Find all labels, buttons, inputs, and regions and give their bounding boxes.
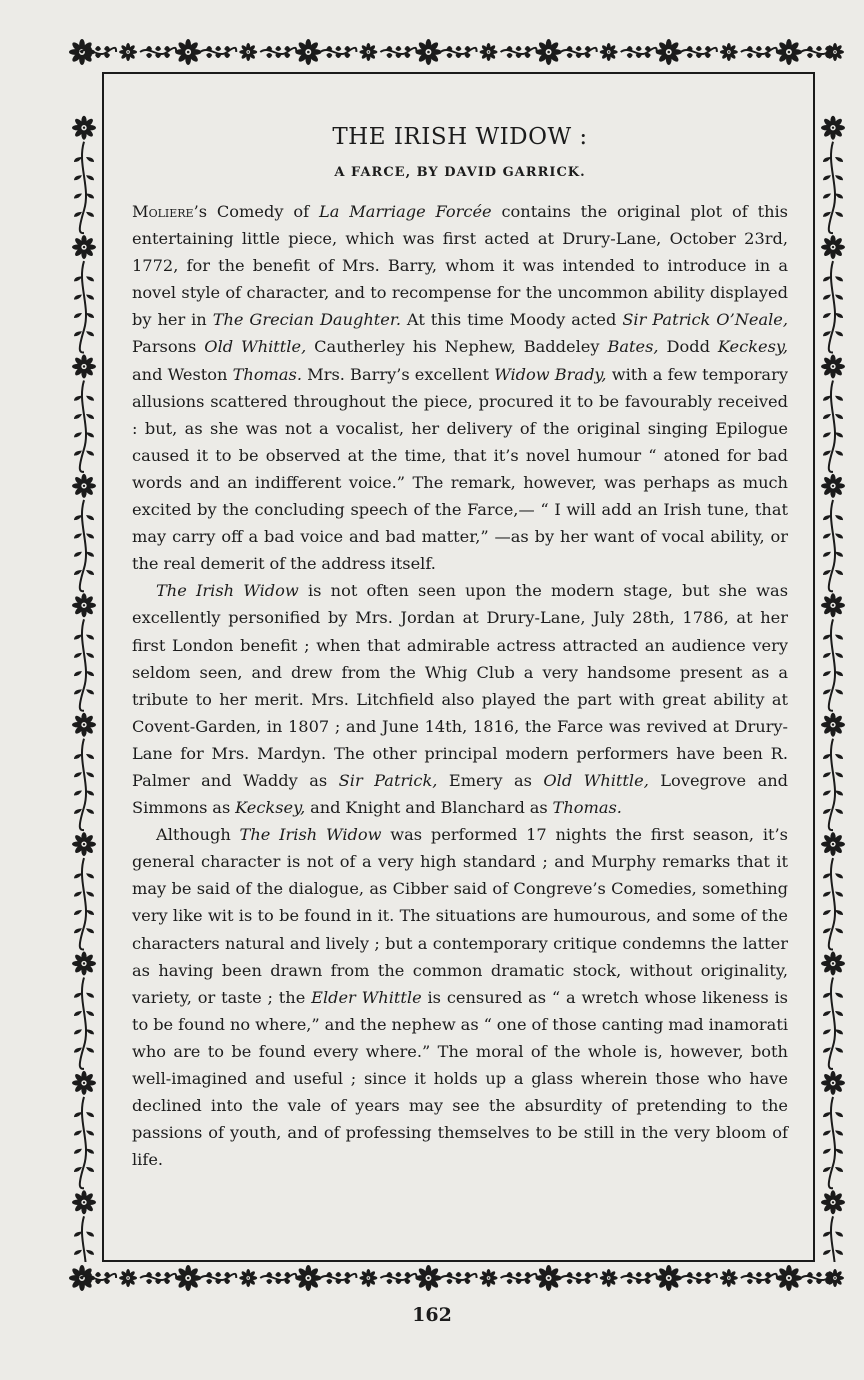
text-run: Dodd <box>658 337 718 357</box>
rosette-icon <box>821 1190 845 1214</box>
italic-text: Thomas. <box>552 798 622 818</box>
rosette-icon <box>72 474 96 498</box>
scroll-ornament-icon <box>501 1272 537 1284</box>
scroll-ornament-icon <box>681 1272 717 1284</box>
rosette-icon <box>239 43 257 61</box>
rosette-icon <box>119 43 137 61</box>
rosette-icon <box>600 1269 618 1287</box>
page-number: 162 <box>412 1304 452 1326</box>
rosette-icon <box>72 593 96 617</box>
rosette-icon <box>295 39 321 65</box>
scroll-ornament-icon <box>440 1272 476 1284</box>
italic-text: La Marriage Forcée <box>318 202 492 221</box>
rosette-icon <box>480 1269 498 1287</box>
scroll-ornament-icon <box>260 46 296 58</box>
italic-text: Kecksey, <box>235 798 306 818</box>
text-run: Although <box>156 825 240 845</box>
small-caps-text: Moliere <box>132 202 194 221</box>
scroll-ornament-icon <box>823 858 843 949</box>
text-run: At this time Moody acted <box>400 310 623 330</box>
scroll-ornament-icon <box>823 978 843 1069</box>
rosette-icon <box>239 1269 257 1287</box>
rosette-icon <box>72 235 96 259</box>
italic-text: Thomas. <box>232 364 303 384</box>
scroll-ornament-icon <box>741 46 777 58</box>
right-border-svg <box>817 68 849 1262</box>
rosette-icon <box>826 43 844 61</box>
scroll-ornament-icon <box>74 1216 94 1262</box>
scroll-ornament-icon <box>74 739 94 830</box>
scroll-ornament-icon <box>823 739 843 830</box>
rosette-icon <box>776 39 802 65</box>
text-run: and Knight and Blanchard as <box>305 798 553 818</box>
rosette-icon <box>536 1265 562 1291</box>
text-run: Emery as <box>437 770 544 790</box>
text-run: is not often seen upon the modern stage, but she was excellently personified by Mrs. Jordan at Drury-Lane, July 28th, 1786, at her first London benefit ; when that admirable actress attracted an audience very seldom seen, and drew from the Whig Club a very handsome present as a tribute to her merit. Mrs. Litchfield also played the part with great ability at Covent-Garden, in 1807 ; and June 14th, 1816, the Farce was revived at Drury-Lane for Mrs. Mardyn. The other principal modern performers have been R. Palmer and Waddy as <box>132 581 788 790</box>
scroll-ornament-icon <box>681 46 717 58</box>
text-run: contains the original plot of this entertaining little piece, which was first acted at Drury-Lane, October 23rd, 1772, for the benefit of Mrs. Barry, whom it was intended to introduce in a novel style of character, and to recompense for the uncommon ability displayed by her in <box>132 202 788 330</box>
italic-text: Widow Brady, <box>494 364 607 384</box>
scroll-ornament-icon <box>823 1216 843 1262</box>
rosette-icon <box>119 1269 137 1287</box>
rosette-icon <box>480 43 498 61</box>
rosette-icon <box>175 39 201 65</box>
scroll-ornament-icon <box>74 619 94 710</box>
italic-text: Old Whittle, <box>543 770 649 790</box>
scroll-ornament-icon <box>823 142 843 233</box>
rosette-icon <box>295 1265 321 1291</box>
scroll-ornament-icon <box>200 46 236 58</box>
rosette-icon <box>72 355 96 379</box>
page-subtitle: A FARCE, BY DAVID GARRICK. <box>334 165 586 180</box>
rosette-icon <box>72 1190 96 1214</box>
scroll-ornament-icon <box>621 46 657 58</box>
scroll-ornament-icon <box>74 1097 94 1188</box>
italic-text: Sir Patrick, <box>338 770 438 790</box>
scroll-ornament-icon <box>823 261 843 352</box>
rosette-icon <box>821 355 845 379</box>
top-ornamental-border <box>68 36 849 68</box>
text-run: was performed 17 nights the first season, it’s general character is not of a very high standard ; and Murphy remarks that it may be said of the dialogue, as Cibber said of Congreve’s Comedies, something very like wit is to be found in it. The situations are humourous, and some of the characters natural and lively ; but a contemporary critique condemns the latter as having been drawn from the common dramatic stock, without originality, variety, or taste ; the <box>132 825 788 1007</box>
paragraph <box>132 577 788 821</box>
page-title: THE IRISH WIDOW : <box>332 124 588 150</box>
paragraph <box>132 821 788 1173</box>
rosette-icon <box>415 1265 441 1291</box>
scroll-ornament-icon <box>823 500 843 591</box>
rosette-icon <box>821 474 845 498</box>
italic-text: The Irish Widow <box>239 825 382 845</box>
italic-text: Sir Patrick O’Neale, <box>622 310 789 330</box>
scroll-ornament-icon <box>440 46 476 58</box>
rosette-icon <box>359 43 377 61</box>
text-run: Lovegrove and Simmons as <box>132 770 789 818</box>
rosette-icon <box>72 832 96 856</box>
italic-text: The Irish Widow <box>156 581 299 601</box>
page-content <box>132 118 788 1173</box>
scroll-ornament-icon <box>380 46 416 58</box>
scroll-ornament-icon <box>561 1272 597 1284</box>
text-run: and Weston <box>132 364 233 384</box>
rosette-icon <box>656 39 682 65</box>
scroll-ornament-icon <box>501 46 537 58</box>
rosette-icon <box>72 1071 96 1095</box>
scroll-ornament-icon <box>74 261 94 352</box>
scroll-ornament-icon <box>260 1272 296 1284</box>
left-border-svg <box>68 68 100 1262</box>
rosette-icon <box>720 43 738 61</box>
scroll-ornament-icon <box>74 381 94 472</box>
italic-text: Bates, <box>607 337 659 357</box>
rosette-icon <box>72 116 96 140</box>
rosette-icon <box>175 1265 201 1291</box>
text-run: Parsons <box>132 337 205 357</box>
left-ornamental-border <box>68 68 100 1262</box>
scroll-ornament-icon <box>621 1272 657 1284</box>
rosette-icon <box>826 1269 844 1287</box>
scroll-ornament-icon <box>320 46 356 58</box>
scroll-ornament-icon <box>74 858 94 949</box>
italic-text: The Grecian Daughter. <box>212 310 401 330</box>
rosette-icon <box>415 39 441 65</box>
rosette-icon <box>821 1071 845 1095</box>
scroll-ornament-icon <box>380 1272 416 1284</box>
scroll-ornament-icon <box>74 978 94 1069</box>
text-run: Cautherley his Nephew, Baddeley <box>306 337 608 357</box>
scroll-ornament-icon <box>561 46 597 58</box>
scroll-ornament-icon <box>823 381 843 472</box>
bottom-ornamental-border <box>68 1262 849 1294</box>
top-border-svg <box>68 36 849 68</box>
text-run: is censured as “ a wretch whose likeness is to be found no where,” and the nephew as “ one of those canting mad inamorati who are to be found every where.” The moral of the whole is, however, both well-imagined and useful ; since it holds up a glass wherein those who have declined into the vale of years may see the absurdity of pretending to the passions of youth, and of professing themselves to be still in the very bloom of life. <box>132 987 788 1170</box>
rosette-icon <box>72 952 96 976</box>
rosette-icon <box>821 593 845 617</box>
rosette-icon <box>821 235 845 259</box>
rosette-icon <box>600 43 618 61</box>
scroll-ornament-icon <box>200 1272 236 1284</box>
italic-text: Keckesy, <box>717 337 789 357</box>
scroll-ornament-icon <box>823 619 843 710</box>
italic-text: Elder Whittle <box>311 987 422 1007</box>
italic-text: Old Whittle, <box>204 337 307 357</box>
scroll-ornament-icon <box>741 1272 777 1284</box>
text-run: Mrs. Barry’s excellent <box>302 364 495 384</box>
scroll-ornament-icon <box>320 1272 356 1284</box>
scroll-ornament-icon <box>140 1272 176 1284</box>
rosette-icon <box>821 832 845 856</box>
right-ornamental-border <box>817 68 849 1262</box>
rosette-icon <box>72 713 96 737</box>
scroll-ornament-icon <box>140 46 176 58</box>
scroll-ornament-icon <box>74 142 94 233</box>
rosette-icon <box>720 1269 738 1287</box>
paragraph <box>132 198 788 577</box>
rosette-icon <box>821 713 845 737</box>
rosette-icon <box>656 1265 682 1291</box>
rosette-icon <box>821 116 845 140</box>
rosette-icon <box>776 1265 802 1291</box>
rosette-icon <box>359 1269 377 1287</box>
text-run: with a few temporary allusions scattered throughout the piece, procured it to be favourably received : but, as she was not a vocalist, her delivery of the original singing Epilogue caused it to be observed at the time, that it’s novel humour “ atoned for bad words and an indifferent voice.” The remark, however, was perhaps as much excited by the concluding speech of the Farce,— “ I will add an Irish tune, that may carry off a bad voice and bad matter,” —as by her want of vocal ability, or the real demerit of the address itself. <box>132 364 788 574</box>
bottom-border-svg <box>68 1262 849 1294</box>
scroll-ornament-icon <box>74 500 94 591</box>
rosette-icon <box>536 39 562 65</box>
scroll-ornament-icon <box>823 1097 843 1188</box>
rosette-icon <box>821 952 845 976</box>
text-run: ’s Comedy of <box>193 202 319 221</box>
